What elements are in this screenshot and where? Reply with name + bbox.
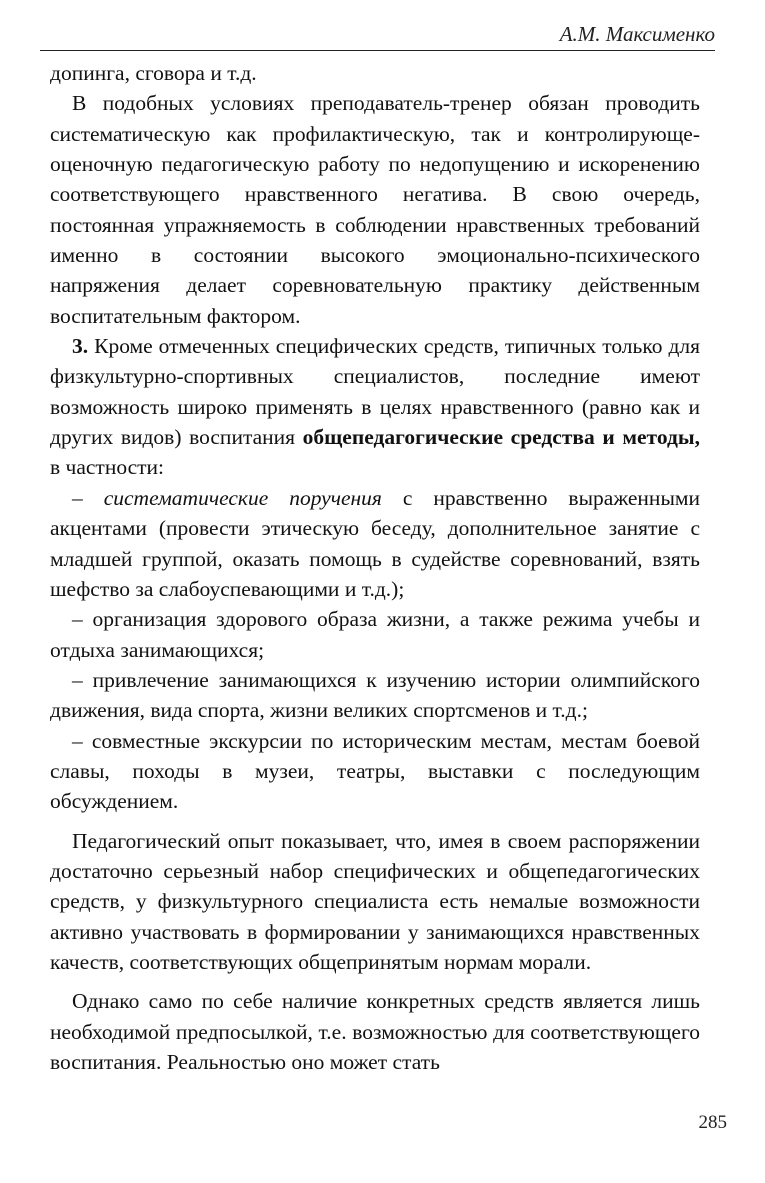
list-item-italic-term: систематические поручения — [103, 485, 382, 510]
running-header — [40, 20, 715, 52]
paragraph-point-3 — [50, 331, 700, 483]
point-3-bold-term: общепедагогические средства и методы, — [302, 425, 700, 450]
list-item-assignments — [50, 483, 700, 604]
page-body — [50, 58, 700, 1077]
point-number: 3. — [72, 334, 89, 359]
point-3-ending: в частности: — [50, 455, 165, 480]
paragraph-pedagogical-work: В подобных условиях преподаватель-тренер обязан проводить систематическую как профилактическую, так и контролирующе-оценочную педагогическую работу по недопущению и искоренению соответствующего нравственного негатива. В свою очередь, постоянная упражняемость в соблюдении нравственных требований именно в состоянии высокого эмоционально-психического напряжения делает соревновательную практику действенным воспитательным фактором. — [50, 91, 700, 328]
header-rule — [40, 50, 715, 51]
header-author: А.М. Максименко — [559, 22, 715, 46]
list-item-excursions: – совместные экскурсии по историческим местам, местам боевой славы, походы в музеи, театры, выставки с последующим обсуждением. — [50, 728, 700, 814]
paragraph-pedagogical-experience: Педагогический опыт показывает, что, имея в своем распоряжении достаточно серьезный набор специфических и общепедагогических средств, у физкультурного специалиста есть немалые возможности активно участвовать в формировании у занимающихся нравственных качеств, соответствующих общепринятым нормам морали. — [50, 828, 700, 974]
page-number: 285 — [698, 1112, 727, 1133]
paragraph-continuation: допинга, сговора и т.д. — [50, 61, 257, 85]
list-item-text: с нравственно выраженными акцентами (провести этическую беседу, дополнительное занятие с младшей группой, оказать помощь в судействе соревнований, взять шефство за слабоуспевающими и т.д.); — [50, 485, 700, 601]
point-3-text: Кроме отмеченных специфических средств, типичных только для физкультурно-спортивных специалистов, последние имеют возможность широко применять в целях нравственного (равно как и других видов) воспитания — [50, 334, 700, 450]
paragraph-conclusion: Однако само по себе наличие конкретных средств является лишь необходимой предпосылкой, т.е. возможностью для соответствующего воспитания. Реальностью оно может стать — [50, 989, 700, 1074]
list-item-olympic-history: – привлечение занимающихся к изучению истории олимпийского движения, вида спорта, жизни великих спортсменов и т.д.; — [50, 667, 700, 723]
list-dash: – — [72, 485, 104, 510]
list-item-healthy-lifestyle: – организация здорового образа жизни, а также режима учебы и отдыха занимающихся; — [50, 607, 700, 662]
